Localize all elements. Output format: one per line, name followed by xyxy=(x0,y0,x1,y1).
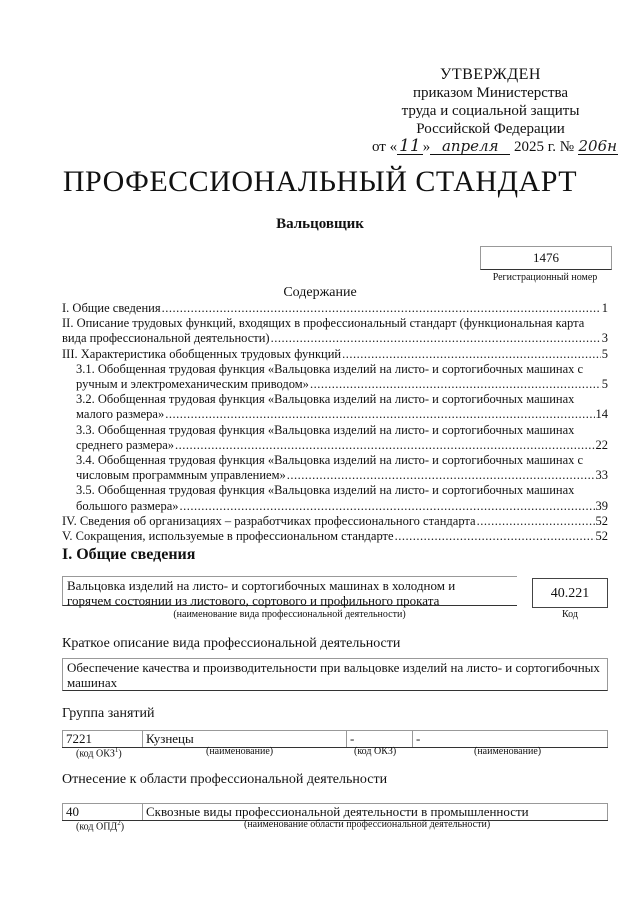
toc-item-3-1[interactable] xyxy=(62,377,608,392)
okz-name2-cell: - xyxy=(412,731,608,747)
toc-item-3-2-line1[interactable]: 3.2. Обобщенная трудовая функция «Вальцовка изделий на листо- и сортогибочных машинах xyxy=(76,392,575,407)
toc-item-abbreviations[interactable] xyxy=(62,529,608,544)
registration-number-caption: Регистрационный номер xyxy=(492,272,598,283)
toc-leader xyxy=(477,514,595,529)
okz-code2-cell: - xyxy=(346,731,412,747)
toc-leader xyxy=(180,499,595,514)
toc-item-general[interactable] xyxy=(62,301,608,316)
opd-name-cell: Сквозные виды профессиональной деятельности в промышленности xyxy=(142,804,608,820)
okz-name-cell: Кузнецы xyxy=(142,731,346,747)
handwritten-day: 11 xyxy=(399,136,421,156)
toc-page-number: 52 xyxy=(595,513,608,528)
toc-page-number: 52 xyxy=(595,529,608,544)
date-prefix: от « xyxy=(372,139,398,155)
registration-number-box: 1476 xyxy=(480,246,612,270)
toc-page-number: 1 xyxy=(601,301,608,315)
opd-code-caption xyxy=(76,819,124,832)
toc-item-text: малого размера» xyxy=(76,407,165,422)
approval-line-country: Российской Федерации xyxy=(416,121,565,137)
opd-name-caption: (наименование области профессиональной деятельности) xyxy=(244,819,491,830)
handwritten-month: апреля xyxy=(430,139,510,155)
toc-leader xyxy=(287,468,595,483)
toc-item-text: среднего размера» xyxy=(76,437,175,452)
brief-description-field: Обеспечение качества и производительности при вальцовке изделий на листо- и сортогибочных машинах xyxy=(62,658,608,691)
activity-code-caption: Код xyxy=(562,609,578,620)
okz-code-caption xyxy=(76,746,122,759)
toc-page-number: 5 xyxy=(601,377,608,392)
handwritten-order-number: 206н xyxy=(578,137,618,155)
approval-date-line xyxy=(368,136,618,156)
toc-item-text: ручным и электромеханическим приводом» xyxy=(76,377,309,392)
toc-item-3-3-line1[interactable]: 3.3. Обобщенная трудовая функция «Вальцовка изделий на листо- и сортогибочных машинах xyxy=(76,422,575,437)
toc-item-functions[interactable] xyxy=(62,331,608,346)
okz-name-caption: (наименование) xyxy=(206,746,274,757)
activity-kind-line2: горячем состоянии из листового, сортового и профильного проката xyxy=(67,593,440,608)
okz-name2-caption: (наименование) xyxy=(474,746,542,757)
caption-text: (код ОКЗ xyxy=(76,748,115,760)
toc-leader xyxy=(395,529,595,544)
document-title: ПРОФЕССИОНАЛЬНЫЙ СТАНДАРТ xyxy=(62,165,578,198)
toc-item-3-4-line1[interactable]: 3.4. Обобщенная трудовая функция «Вальцовка изделий на листо- и сортогибочных машинах с xyxy=(76,453,584,468)
toc-leader xyxy=(162,301,601,316)
section-heading-general: I. Общие сведения xyxy=(62,546,196,563)
toc-page-number: 14 xyxy=(595,407,608,422)
toc-item-3-5-line1[interactable]: 3.5. Обобщенная трудовая функция «Вальцовка изделий на листо- и сортогибочных машинах xyxy=(76,483,575,498)
standard-name: Вальцовщик xyxy=(276,216,364,232)
approval-line-ministry: труда и социальной защиты xyxy=(401,103,580,119)
toc-page-number: 3 xyxy=(601,331,608,346)
activity-area-label: Отнесение к области профессиональной деятельности xyxy=(62,772,388,787)
activity-kind-field xyxy=(62,576,517,606)
okz-code-cell: 7221 xyxy=(62,731,142,747)
footnote-mark[interactable]: 1 xyxy=(114,746,119,754)
activity-code-box: 40.221 xyxy=(532,578,608,608)
opd-code-cell: 40 xyxy=(62,804,142,820)
caption-text: (код ОПД xyxy=(76,821,118,833)
toc-item-text: III. Характеристика обобщенных трудовых функций xyxy=(62,346,342,361)
activity-kind-line1: Вальцовка изделий на листо- и сортогибочных машинах в холодном и xyxy=(67,578,456,593)
date-year: 2025 г. № xyxy=(514,139,575,155)
okz-code2-caption: (код ОКЗ) xyxy=(354,746,397,757)
approval-line-order: приказом Министерства xyxy=(412,85,569,101)
toc-leader xyxy=(310,377,601,392)
approval-approved: УТВЕРЖДЕН xyxy=(440,66,541,83)
toc-page-number: 5 xyxy=(601,346,608,361)
toc-page-number: 22 xyxy=(595,437,608,452)
caption-close: ) xyxy=(120,821,125,833)
toc-title: Содержание xyxy=(283,285,357,300)
table-of-contents xyxy=(62,301,608,544)
toc-item-functions-line1[interactable]: II. Описание трудовых функций, входящих в профессиональный стандарт (функциональная карта xyxy=(62,316,585,331)
toc-item-text: вида профессиональной деятельности) xyxy=(62,331,270,346)
toc-item-3-2[interactable] xyxy=(62,407,608,422)
footnote-mark[interactable]: 2 xyxy=(117,819,121,827)
toc-item-3-4[interactable] xyxy=(62,468,608,483)
caption-close: ) xyxy=(118,748,122,760)
occupation-group-label: Группа занятий xyxy=(62,706,155,721)
toc-item-generalized-functions[interactable] xyxy=(62,347,608,362)
toc-item-text: числовым программным управлением» xyxy=(76,468,286,483)
toc-leader xyxy=(271,331,601,346)
toc-item-text: I. Общие сведения xyxy=(62,301,161,315)
toc-item-3-3[interactable] xyxy=(62,438,608,453)
brief-description-label: Краткое описание вида профессиональной деятельности xyxy=(62,636,401,651)
toc-leader xyxy=(175,438,594,453)
toc-leader xyxy=(342,347,601,362)
activity-kind-caption: (наименование вида профессиональной деятельности) xyxy=(173,609,406,620)
toc-page-number: 39 xyxy=(595,498,608,513)
toc-item-text: IV. Сведения об организациях – разработчиках профессионального стандарта xyxy=(62,513,476,528)
toc-item-3-5[interactable] xyxy=(62,499,608,514)
toc-leader xyxy=(165,407,594,422)
toc-item-3-1-line1[interactable]: 3.1. Обобщенная трудовая функция «Вальцовка изделий на листо- и сортогибочных машинах с xyxy=(76,361,584,376)
toc-item-developers[interactable] xyxy=(62,514,608,529)
toc-item-text: большого размера» xyxy=(76,498,179,513)
toc-item-text: V. Сокращения, используемые в профессиональном стандарте xyxy=(62,529,394,544)
toc-page-number: 33 xyxy=(595,468,608,483)
approval-block xyxy=(368,66,618,156)
date-close-quote: » xyxy=(422,139,431,155)
